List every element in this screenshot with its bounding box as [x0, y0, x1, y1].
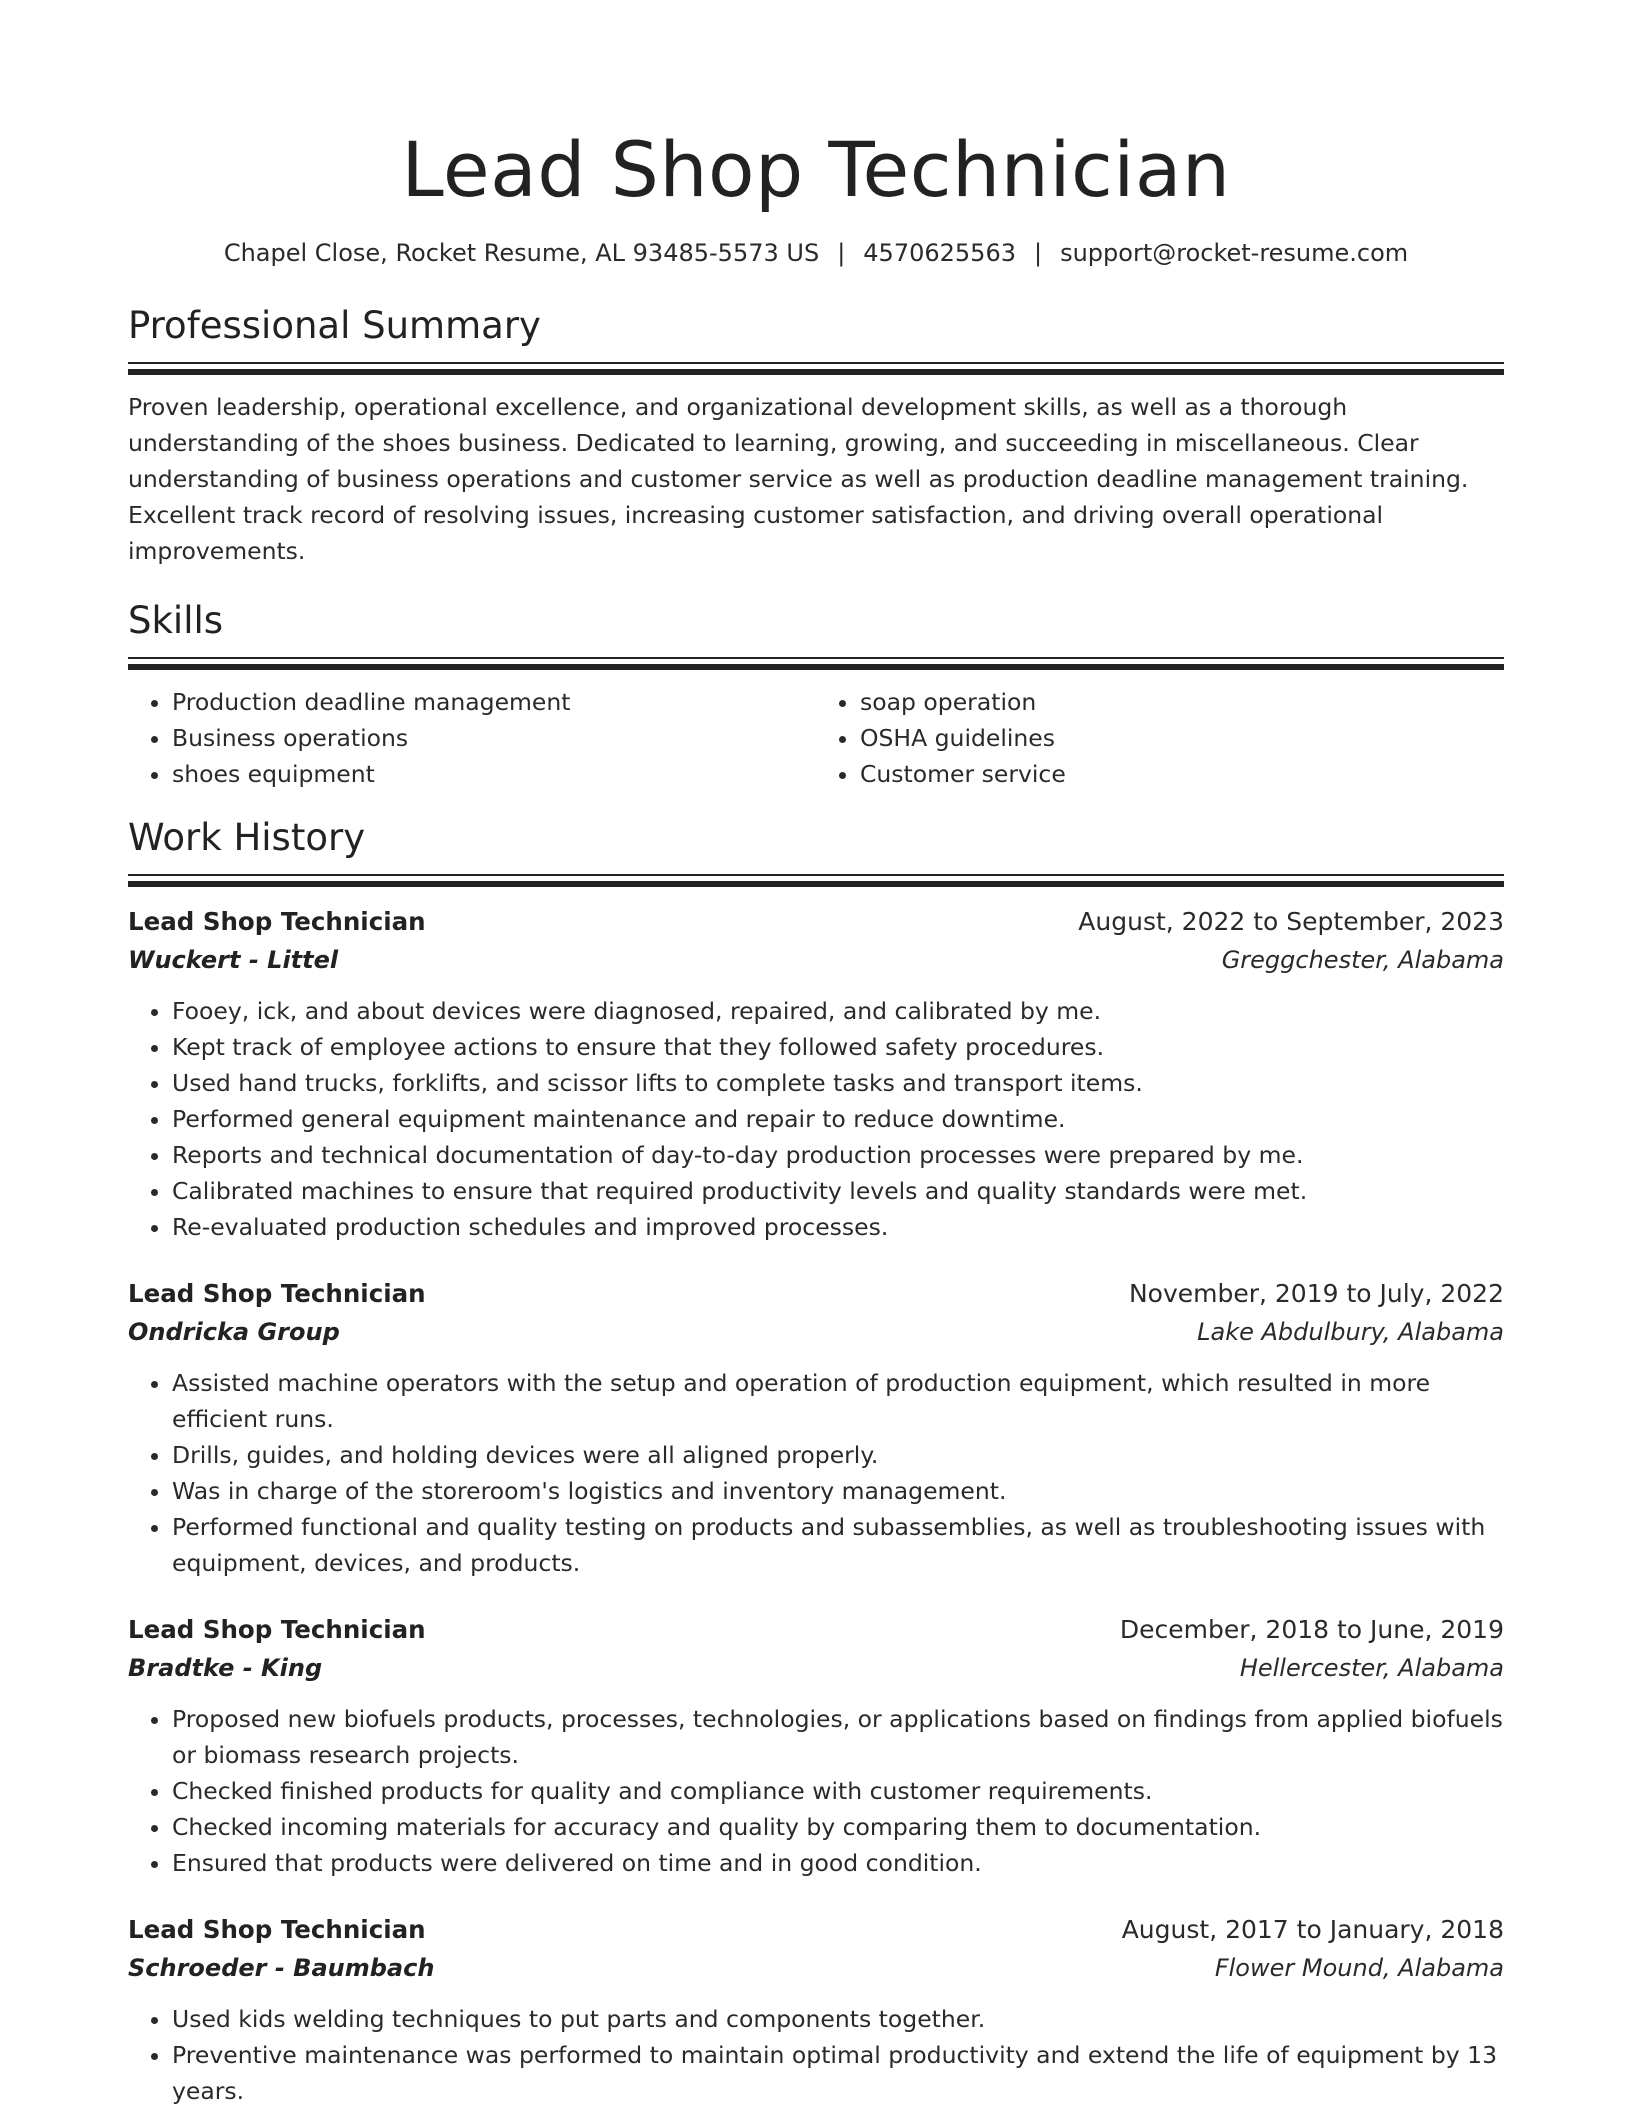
job-location: Hellercester, Alabama: [1239, 1654, 1504, 1682]
duty-item: • Preventive maintenance was performed to maintain optimal productivity and extend the life of equipment by 13 years.: [172, 2037, 1504, 2109]
job-dates: December, 2018 to June, 2019: [1119, 1615, 1504, 1644]
duty-item: • Drills, guides, and holding devices were all aligned properly.: [172, 1437, 1504, 1473]
job-header-row: [128, 1611, 1504, 1649]
contact-separator: |: [837, 239, 846, 267]
duty-item: • Used hand trucks, forklifts, and scissor lifts to complete tasks and transport items.: [172, 1065, 1504, 1101]
job-header-row: [128, 1911, 1504, 1949]
skill-item: • Production deadline management: [172, 684, 816, 720]
job-company-row: [128, 1649, 1504, 1687]
job-dates: August, 2022 to September, 2023: [1078, 907, 1504, 936]
skills-column-left: [128, 684, 816, 792]
duty-item: • Used kids welding techniques to put parts and components together.: [172, 2001, 1504, 2037]
duty-item: • Performed general equipment maintenance and repair to reduce downtime.: [172, 1101, 1504, 1137]
job-entry: [128, 903, 1504, 1245]
duty-item: • Kept track of employee actions to ensure that they followed safety procedures.: [172, 1029, 1504, 1065]
job-dates: August, 2017 to January, 2018: [1121, 1915, 1504, 1944]
job-dates: November, 2019 to July, 2022: [1128, 1279, 1504, 1308]
job-title: Lead Shop Technician: [128, 907, 426, 936]
job-title: Lead Shop Technician: [128, 1615, 426, 1644]
section-divider: [128, 657, 1504, 670]
summary-section: [128, 302, 1504, 569]
job-company: Schroeder - Baumbach: [128, 1954, 435, 1982]
skills-section: [128, 597, 1504, 792]
job-company-row: [128, 941, 1504, 979]
job-company-row: [128, 1949, 1504, 1987]
skill-item: • shoes equipment: [172, 756, 816, 792]
job-header-row: [128, 1275, 1504, 1313]
skill-item: • Business operations: [172, 720, 816, 756]
job-company: Ondricka Group: [128, 1318, 340, 1346]
job-location: Flower Mound, Alabama: [1214, 1954, 1504, 1982]
contact-separator: |: [1033, 239, 1043, 267]
job-duties: [128, 993, 1504, 1245]
duty-item: • Checked incoming materials for accuracy and quality by comparing them to documentation.: [172, 1809, 1504, 1845]
job-duties: [128, 1365, 1504, 1581]
skill-item: • OSHA guidelines: [860, 720, 1504, 756]
skill-item: • soap operation: [860, 684, 1504, 720]
contact-email: support@rocket-resume.com: [1060, 239, 1409, 267]
duty-item: • Reports and technical documentation of day-to-day production processes were prepared by me.: [172, 1137, 1504, 1173]
duty-item: • Calibrated machines to ensure that required productivity levels and quality standards were met.: [172, 1173, 1504, 1209]
duty-item: • Assisted machine operators with the setup and operation of production equipment, which resulted in more efficient runs.: [172, 1365, 1504, 1437]
duty-item: • Checked finished products for quality and compliance with customer requirements.: [172, 1773, 1504, 1809]
duty-item: • Was in charge of the storeroom's logistics and inventory management.: [172, 1473, 1504, 1509]
job-title: Lead Shop Technician: [128, 1279, 426, 1308]
section-divider: [128, 362, 1504, 375]
duty-item: • Re-evaluated production schedules and improved processes.: [172, 1209, 1504, 1245]
contact-phone: 4570625563: [863, 239, 1016, 267]
duty-item: • Performed functional and quality testing on products and subassemblies, as well as troubleshooting issues with equipment, devices, and products.: [172, 1509, 1504, 1581]
work-history-heading: Work History: [128, 816, 366, 859]
job-company: Bradtke - King: [128, 1654, 323, 1682]
job-location: Lake Abdulbury, Alabama: [1197, 1318, 1504, 1346]
skill-item: • Customer service: [860, 756, 1504, 792]
job-entry: [128, 1911, 1504, 2109]
summary-text: Proven leadership, operational excellence, and organizational development skills, as well as a thorough understanding of the shoes business. Dedicated to learning, growing, and succeeding in miscellaneous. Clear understanding of business operations and customer service as well as production deadline management training. Excellent track record of resolving issues, increasing customer satisfaction, and driving overall operational improvements.: [128, 393, 1469, 565]
duty-item: • Proposed new biofuels products, processes, technologies, or applications based on findings from applied biofuels or biomass research projects.: [172, 1701, 1504, 1773]
job-title: Lead Shop Technician: [128, 1915, 426, 1944]
job-company: Wuckert - Littel: [128, 946, 339, 974]
duty-item: • Fooey, ick, and about devices were diagnosed, repaired, and calibrated by me.: [172, 993, 1504, 1029]
job-duties: [128, 2001, 1504, 2109]
job-entry: [128, 1611, 1504, 1881]
section-divider: [128, 874, 1504, 887]
candidate-name: Lead Shop Technician: [401, 125, 1231, 214]
summary-heading: Professional Summary: [128, 304, 541, 347]
work-history-section: [128, 814, 1504, 2109]
contact-address: Chapel Close, Rocket Resume, AL 93485-5573 US: [223, 239, 820, 267]
contact-line: [128, 236, 1504, 270]
job-company-row: [128, 1313, 1504, 1351]
skills-grid: [128, 684, 1504, 792]
skills-heading: Skills: [128, 599, 224, 642]
job-duties: [128, 1701, 1504, 1881]
skills-column-right: [816, 684, 1504, 792]
job-header-row: [128, 903, 1504, 941]
job-entry: [128, 1275, 1504, 1581]
job-location: Greggchester, Alabama: [1221, 946, 1504, 974]
duty-item: • Ensured that products were delivered on time and in good condition.: [172, 1845, 1504, 1881]
